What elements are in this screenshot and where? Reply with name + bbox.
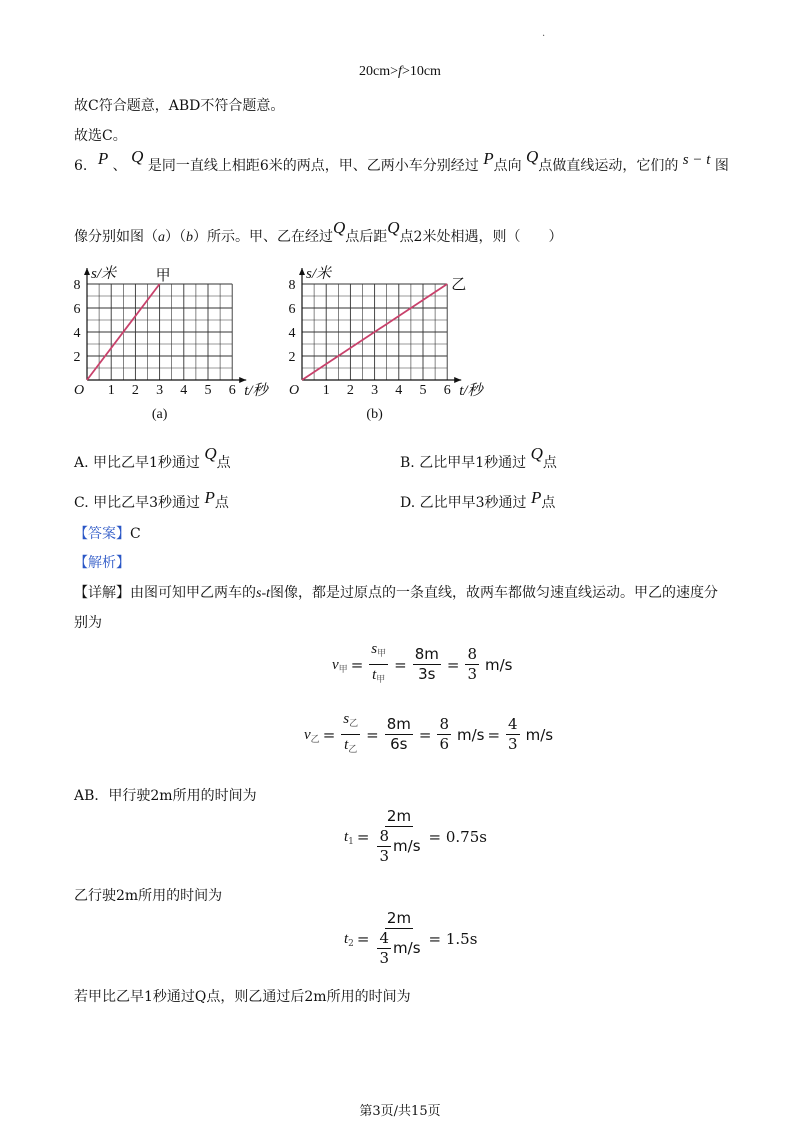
- origin-label: O: [288, 383, 300, 398]
- point-q-label-4: Q: [387, 218, 400, 237]
- analysis-tag: 【解析】: [74, 555, 130, 571]
- ab-text: AB．甲行驶2m所用的时间为: [74, 788, 257, 804]
- inequality-sign-2: >: [401, 64, 410, 79]
- option-a-point: Q: [204, 444, 217, 463]
- x-tick-label: 2: [131, 383, 139, 398]
- eq2-equals-1: =: [322, 725, 336, 744]
- chart-b: [275, 258, 505, 432]
- page-footer: 第3页/共15页: [359, 1104, 441, 1119]
- y-axis-arrow: [84, 268, 90, 275]
- chart-a-svg: [60, 258, 280, 428]
- figure-b-ref: b: [186, 230, 193, 245]
- option-a-label: A.: [74, 455, 89, 471]
- eq2-v: $v_乙$: [304, 726, 320, 745]
- equation-t2: [344, 910, 477, 967]
- eq1-frac-symbolic: $\frac{s_甲}{t_甲}$: [371, 641, 387, 685]
- question-line2c: 点后距: [345, 229, 388, 245]
- x-tick-label: 5: [204, 383, 212, 398]
- detail-line1: [74, 582, 718, 602]
- answer-line: [74, 523, 141, 543]
- y-tick-label: 4: [288, 326, 296, 341]
- x-tick-label: 6: [228, 383, 236, 398]
- eq2-frac-values: $\frac{8m}{6s}$: [386, 715, 411, 753]
- x-tick-label: 4: [395, 383, 403, 398]
- point-q-label: Q: [131, 147, 144, 166]
- eq2-frac-mid: $\frac{8}{6}$: [439, 715, 449, 753]
- option-d-end: 点: [541, 495, 556, 511]
- question-part3: 点做直线运动，它们的: [538, 158, 679, 174]
- point-p-label-2: P: [483, 149, 494, 168]
- y-tick-label: 4: [73, 326, 81, 341]
- y-tick-label: 8: [288, 278, 296, 293]
- option-d-point: P: [531, 488, 542, 507]
- option-b-end: 点: [542, 455, 557, 471]
- y-tick-label: 6: [288, 302, 296, 317]
- eq3-frac: 2m $\frac{8}{3}$ m/s: [379, 807, 421, 865]
- option-c-label: C.: [74, 495, 89, 511]
- x-tick-label: 2: [346, 383, 354, 398]
- detail-text1: 由图可知甲乙两车的: [130, 585, 256, 601]
- y-axis-label: s/米: [91, 266, 117, 282]
- last-text: 若甲比乙早1秒通过Q点，则乙通过后2m所用的时间为: [74, 989, 411, 1005]
- option-c[interactable]: [74, 488, 229, 512]
- chart-caption: (a): [151, 407, 168, 422]
- chart-caption: (b): [366, 407, 383, 422]
- option-c-end: 点: [214, 495, 229, 511]
- point-p-label: P: [97, 149, 109, 168]
- detail-tag: 【详解】: [74, 585, 130, 601]
- question-part2: 点向: [493, 158, 522, 174]
- question-line2a: 像分别如图（: [74, 229, 158, 245]
- question-part4: 图: [714, 158, 729, 174]
- equation-v-jia: [332, 640, 512, 689]
- x-tick-label: 4: [180, 383, 188, 398]
- top-mark: .: [542, 28, 546, 39]
- point-q-label-2: Q: [526, 147, 539, 166]
- series-name-label: 乙: [451, 277, 467, 293]
- s-t-symbol: s − t: [682, 152, 711, 168]
- question-mid: ）（: [165, 229, 186, 245]
- x-axis-label: t/秒: [459, 383, 483, 399]
- eq1-equals-3: =: [446, 655, 460, 674]
- equation-v-yi: [304, 710, 553, 759]
- question-line2b: ）所示。甲、乙在经过: [193, 229, 333, 245]
- x-tick-label: 1: [322, 383, 330, 398]
- eq4-frac: 2m $\frac{4}{3}$ m/s: [379, 909, 421, 967]
- yi-text: 乙行驶2m所用的时间为: [74, 888, 223, 904]
- question-6-line2: [74, 218, 563, 246]
- option-d[interactable]: [400, 488, 556, 512]
- eq1-equals-1: =: [350, 655, 364, 674]
- option-d-text: 乙比甲早3秒通过: [419, 495, 527, 511]
- conclusion-text: 故C符合题意，ABD不符合题意。: [74, 98, 285, 114]
- eq2-unit-2: m/s: [525, 725, 554, 744]
- eq1-equals-2: =: [394, 655, 407, 674]
- answer-value: C: [130, 526, 141, 542]
- option-b-point: Q: [530, 444, 543, 463]
- detail-st: s-t: [256, 586, 270, 601]
- eq1-frac-values: $\frac{8m}{3s}$: [414, 645, 439, 683]
- eq1-unit: m/s: [484, 655, 513, 674]
- y-tick-label: 8: [73, 278, 81, 293]
- x-tick-label: 6: [443, 383, 451, 398]
- inequality-left: 20cm: [359, 64, 391, 79]
- chart-b-svg: [275, 258, 505, 428]
- y-tick-label: 2: [73, 350, 81, 365]
- option-a-text: 甲比乙早1秒通过: [93, 455, 200, 471]
- y-axis-label: s/米: [306, 266, 332, 282]
- question-part1: 是同一直线上相距6米的两点，甲、乙两小车分别经过: [147, 158, 479, 174]
- option-a-end: 点: [216, 455, 231, 471]
- eq2-equals-3: =: [418, 725, 432, 744]
- eq2-equals-2: =: [366, 725, 379, 744]
- option-c-point: P: [204, 488, 215, 507]
- equation-t1: [344, 808, 487, 865]
- x-tick-label: 5: [419, 383, 427, 398]
- inequality-right: 10cm: [409, 64, 441, 79]
- eq4-result: = 1.5s: [428, 929, 478, 948]
- chart-a: [60, 258, 280, 432]
- focal-symbol: f: [398, 64, 402, 79]
- detail-text2: 图像，都是过原点的一条直线，故两车都做匀速直线运动。甲乙的速度分: [270, 585, 718, 601]
- eq1-frac-result: $\frac{8}{3}$: [467, 645, 477, 683]
- option-b[interactable]: [400, 444, 557, 472]
- eq4-t: $t_2$: [344, 930, 354, 949]
- eq2-equals-4: =: [487, 725, 501, 744]
- choose-text: 故选C。: [74, 128, 127, 144]
- inequality-sign-1: >: [390, 64, 399, 79]
- eq1-v: $v_甲$: [332, 656, 348, 675]
- x-tick-label: 1: [107, 383, 115, 398]
- y-axis-arrow: [299, 268, 305, 275]
- option-b-text: 乙比甲早1秒通过: [419, 455, 527, 471]
- figure-a-ref: a: [158, 230, 165, 245]
- y-tick-label: 6: [73, 302, 81, 317]
- eq4-equals: =: [356, 929, 370, 948]
- x-axis-label: t/秒: [244, 383, 268, 399]
- eq3-result: = 0.75s: [428, 827, 487, 846]
- origin-label: O: [73, 383, 85, 398]
- point-q-label-3: Q: [333, 218, 346, 237]
- eq3-equals: =: [356, 827, 370, 846]
- option-b-label: B.: [400, 455, 415, 471]
- x-tick-label: 3: [371, 383, 379, 398]
- y-tick-label: 2: [288, 350, 296, 365]
- eq2-frac-result: $\frac{4}{3}$: [508, 715, 518, 753]
- question-number: 6.: [74, 158, 88, 174]
- eq3-t: $t_1$: [344, 828, 354, 847]
- option-a[interactable]: [74, 444, 231, 472]
- x-tick-label: 3: [156, 383, 164, 398]
- option-c-text: 甲比乙早3秒通过: [93, 495, 201, 511]
- eq2-frac-symbolic: $\frac{s_乙}{t_乙}$: [343, 711, 359, 755]
- option-d-label: D.: [400, 495, 416, 511]
- eq2-unit-1: m/s: [456, 725, 485, 744]
- focal-length-inequality: [0, 64, 800, 80]
- answer-tag: 【答案】: [74, 526, 130, 542]
- series-name-label: 甲: [155, 268, 171, 284]
- separator: 、: [112, 158, 127, 174]
- detail-line2: 别为: [74, 615, 102, 631]
- question-line2d: 点2米处相遇，则（ ）: [399, 229, 563, 245]
- question-6-line1: [74, 147, 729, 175]
